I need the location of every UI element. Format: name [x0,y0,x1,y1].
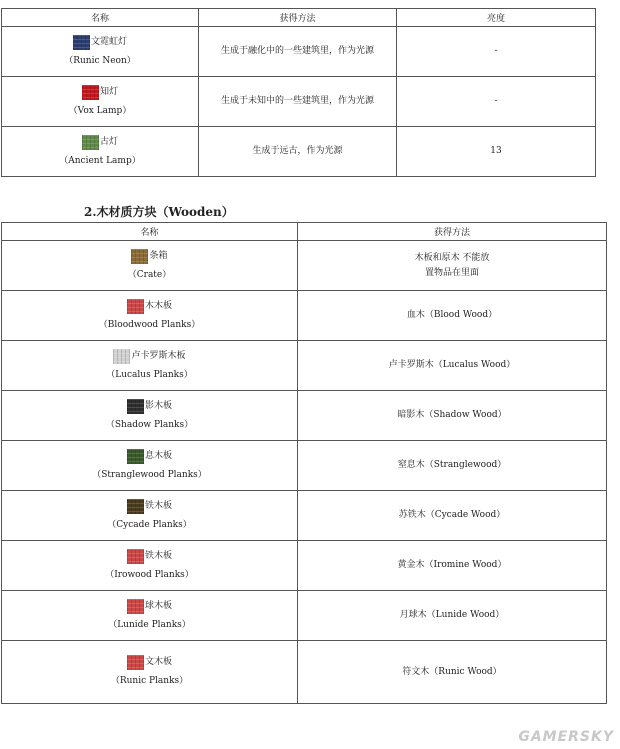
block-name-cn: 息木板 [144,450,172,461]
block-name-line [2,449,297,464]
table-row [2,27,596,77]
brightness-cell: - [397,27,596,77]
table-row [2,591,607,641]
method-line: 符文木（Runic Wood） [402,666,502,677]
method-line: 血木（Blood Wood） [406,310,498,320]
block-name-en: （Lucalus Planks） [106,369,193,380]
method-line: 苏铁木（Cycade Wood） [398,510,506,520]
table-row [2,641,607,704]
block-name-cell [2,77,199,127]
table-row [2,241,607,291]
header-name: 名称 [2,223,298,241]
method-line: 木板和原木 不能放 [414,252,490,263]
method-cell [298,441,607,491]
table-row [2,491,607,541]
method-line: 暗影木（Shadow Wood） [397,410,507,420]
table-row [2,541,607,591]
block-name-cell [2,441,298,491]
block-name-en: （Stranglewood Planks） [92,469,207,480]
bloodwood-planks-icon [127,299,144,314]
block-name-cn: 文霓虹灯 [90,36,127,47]
block-name-cn: 影木板 [144,400,172,411]
table-row [2,441,607,491]
block-name-cn: 古灯 [99,136,118,147]
method-cell: 生成于远古，作为光源 [199,127,397,177]
block-name-en: （Irowood Planks） [105,569,194,580]
runic-planks-icon [127,655,144,670]
block-name-line [2,35,198,50]
block-name-en: （Lunide Planks） [108,619,191,630]
method-line: 窒息木（Stranglewood） [397,460,507,470]
block-name-cell [2,27,199,77]
runic-neon-icon [73,35,90,50]
lucalus-planks-icon [113,349,130,364]
table-row [2,291,607,341]
crate-icon [131,249,148,264]
block-name-en: （Runic Planks） [110,676,189,686]
method-line: 黄金木（Iromine Wood） [397,560,507,570]
block-name-en: （Ancient Lamp） [59,155,141,166]
block-name-en: （Cycade Planks） [107,519,192,530]
block-name-line [2,135,198,150]
block-name-cell [2,341,298,391]
block-name-line [2,299,297,314]
block-name-line [2,499,297,514]
table-row [2,77,596,127]
block-name-cell [2,491,298,541]
table-row [2,341,607,391]
header-method: 获得方法 [199,9,397,27]
header-name: 名称 [2,9,199,27]
table-header-row [2,223,607,241]
block-name-line [2,399,297,414]
method-line: 卢卡罗斯木（Lucalus Wood） [388,360,516,370]
method-cell [298,541,607,591]
block-name-line [2,85,198,100]
table-header-row [2,9,596,27]
block-name-cn: 铁木板 [144,550,172,561]
light-blocks-table [1,8,596,177]
vox-lamp-icon [82,85,99,100]
method-cell [298,241,607,291]
brightness-cell: 13 [397,127,596,177]
method-cell [298,491,607,541]
method-line: 置物品在里面 [424,267,479,278]
block-name-line [2,349,297,364]
block-name-cell [2,391,298,441]
stranglewood-planks-icon [127,449,144,464]
section-title: 2.木材质方块（Wooden） [84,205,234,219]
block-name-cell [2,591,298,641]
block-name-line [2,655,297,670]
table-row [2,391,607,441]
block-name-cn: 文木板 [144,657,172,667]
block-name-line [2,599,297,614]
block-name-en: （Shadow Planks） [105,419,194,430]
block-name-cn: 知灯 [99,86,118,97]
block-name-cn: 卢卡罗斯木板 [131,350,186,361]
brightness-cell: - [397,77,596,127]
wooden-blocks-table [1,222,607,704]
block-name-cn: 球木板 [144,600,172,611]
irowood-planks-icon [127,549,144,564]
block-name-cn: 铁木板 [144,500,172,511]
shadow-planks-icon [127,399,144,414]
watermark: GAMERSKY [518,729,614,745]
ancient-lamp-icon [82,135,99,150]
block-name-cn: 木木板 [144,300,172,311]
block-name-cell [2,241,298,291]
method-cell [298,641,607,704]
header-brightness: 亮度 [397,9,596,27]
header-method: 获得方法 [298,223,607,241]
method-cell: 生成于未知中的一些建筑里，作为光源 [199,77,397,127]
block-name-cn: 条箱 [149,250,168,261]
method-cell [298,391,607,441]
method-cell [298,291,607,341]
cycade-planks-icon [127,499,144,514]
method-cell [298,591,607,641]
block-name-en: （Bloodwood Planks） [98,319,201,330]
block-name-cell [2,641,298,704]
block-name-en: （Crate） [127,269,172,280]
method-line: 月球木（Lunide Wood） [399,610,505,620]
method-cell [298,341,607,391]
block-name-line [2,549,297,564]
block-name-en: （Vox Lamp） [68,105,132,116]
table-row [2,127,596,177]
block-name-cell [2,541,298,591]
method-cell: 生成于融化中的一些建筑里，作为光源 [199,27,397,77]
block-name-line [2,249,297,264]
block-name-en: （Runic Neon） [64,55,136,66]
lunide-planks-icon [127,599,144,614]
block-name-cell [2,127,199,177]
block-name-cell [2,291,298,341]
